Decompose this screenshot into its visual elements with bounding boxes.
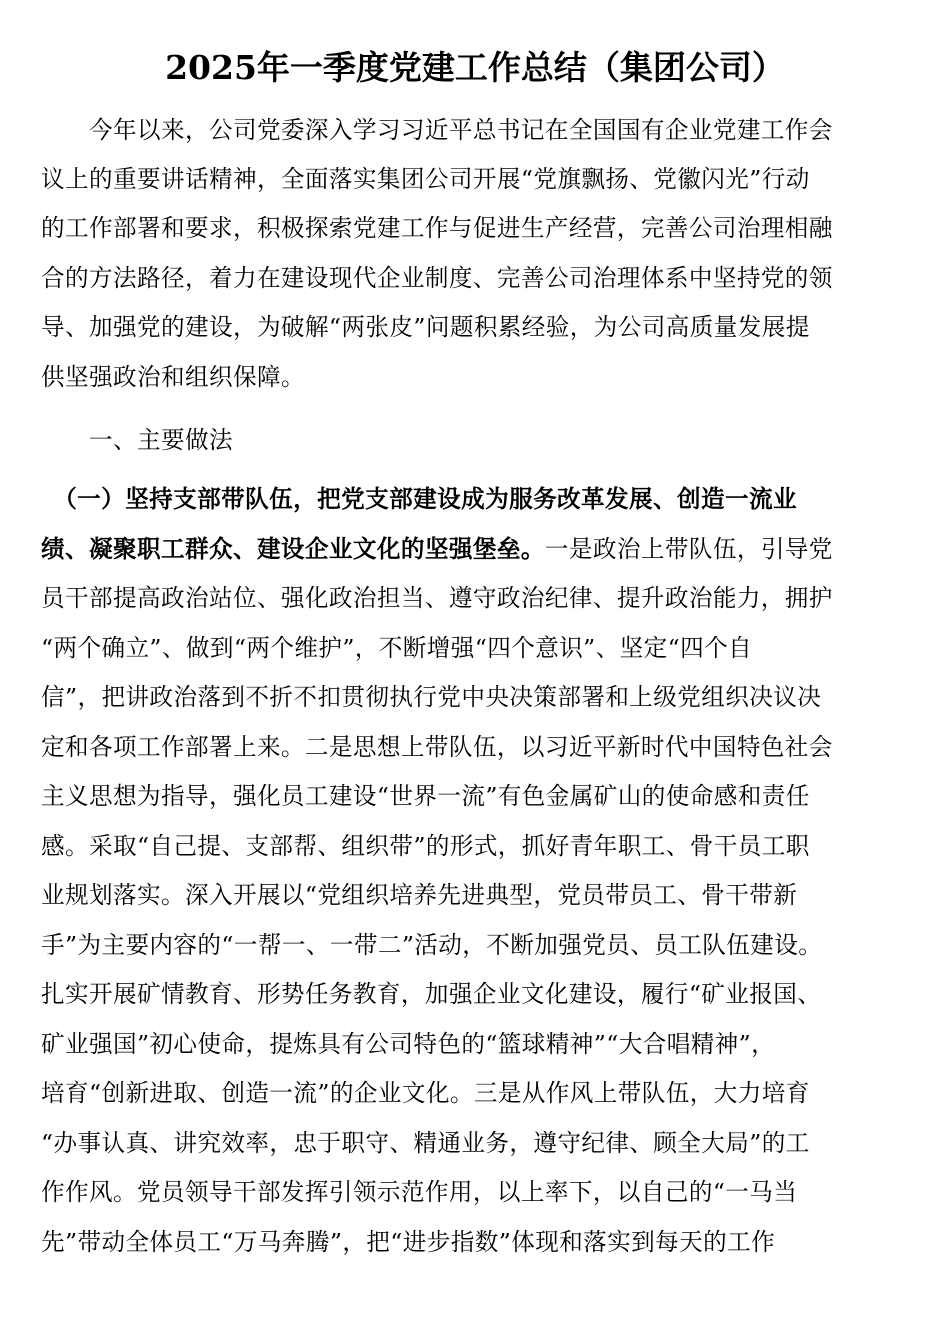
paragraph-line: 主义思想为指导，强化员工建设“世界一流”有色金属矿山的使命感和责任 [41,782,810,810]
paragraph-line: 业规划落实。深入开展以“党组织培养先进典型，党员带员工、骨干带新 [41,881,798,909]
paragraph-line: 先”带动全体员工“万马奔腾”，把“进步指数”体现和落实到每天的工作 [41,1228,776,1256]
paragraph-text: 一是政治上带队伍，引导党 [544,535,833,563]
section-heading: 一、主要做法 [41,426,233,454]
paragraph-line: 培育“创新进取、创造一流”的企业文化。三是从作风上带队伍，大力培育 [41,1079,810,1107]
subsection-heading: （一）坚持支部带队伍，把党支部建设成为服务改革发展、创造一流业 [41,485,797,513]
paragraph-line: 导、加强党的建设，为破解“两张皮”问题积累经验，为公司高质量发展提 [41,313,810,341]
paragraph-line: 矿业强国”初心使命，提炼具有公司特色的“篮球精神”“大合唱精神”， [41,1030,776,1058]
paragraph-line: 扎实开展矿情教育、形势任务教育，加强企业文化建设，履行“矿业报国、 [41,980,822,1008]
paragraph-line: 的工作部署和要求，积极探索党建工作与促进生产经营，完善公司治理相融 [41,214,833,242]
document-title: 2025年一季度党建工作总结（集团公司） [165,48,785,87]
paragraph-line: “两个确立”、做到“两个维护”，不断增强“四个意识”、坚定“四个自 [41,634,753,662]
paragraph-line: 信”，把讲政治落到不折不扣贯彻执行党中央决策部署和上级党组织决议决 [41,683,822,711]
paragraph-line: 合的方法路径，着力在建设现代企业制度、完善公司治理体系中坚持党的领 [41,264,833,292]
subsection-heading-end: 绩、凝聚职工群众、建设企业文化的坚强堡垒。 [41,535,545,563]
paragraph-line: 手”为主要内容的“一帮一、一带二”活动，不断加强党员、员工队伍建设。 [41,931,823,959]
paragraph-line: 今年以来，公司党委深入学习习近平总书记在全国国有企业党建工作会 [41,116,833,144]
paragraph-line: 作作风。党员领导干部发挥引领示范作用，以上率下，以自己的“一马当 [41,1178,798,1206]
paragraph-line: 供坚强政治和组织保障。 [41,363,305,391]
paragraph-line: 定和各项工作部署上来。二是思想上带队伍，以习近平新时代中国特色社会 [41,733,833,761]
paragraph-line: 议上的重要讲话精神，全面落实集团公司开展“党旗飘扬、党徽闪光”行动 [41,165,810,193]
paragraph-line [41,525,921,574]
paragraph-line: 感。采取“自己提、支部帮、组织带”的形式，抓好青年职工、骨干员工职 [41,832,810,860]
paragraph-line: “办事认真、讲究效率，忠于职守、精通业务，遵守纪律、顾全大局”的工 [41,1129,810,1157]
paragraph-line: 员干部提高政治站位、强化政治担当、遵守政治纪律、提升政治能力，拥护 [41,584,833,612]
